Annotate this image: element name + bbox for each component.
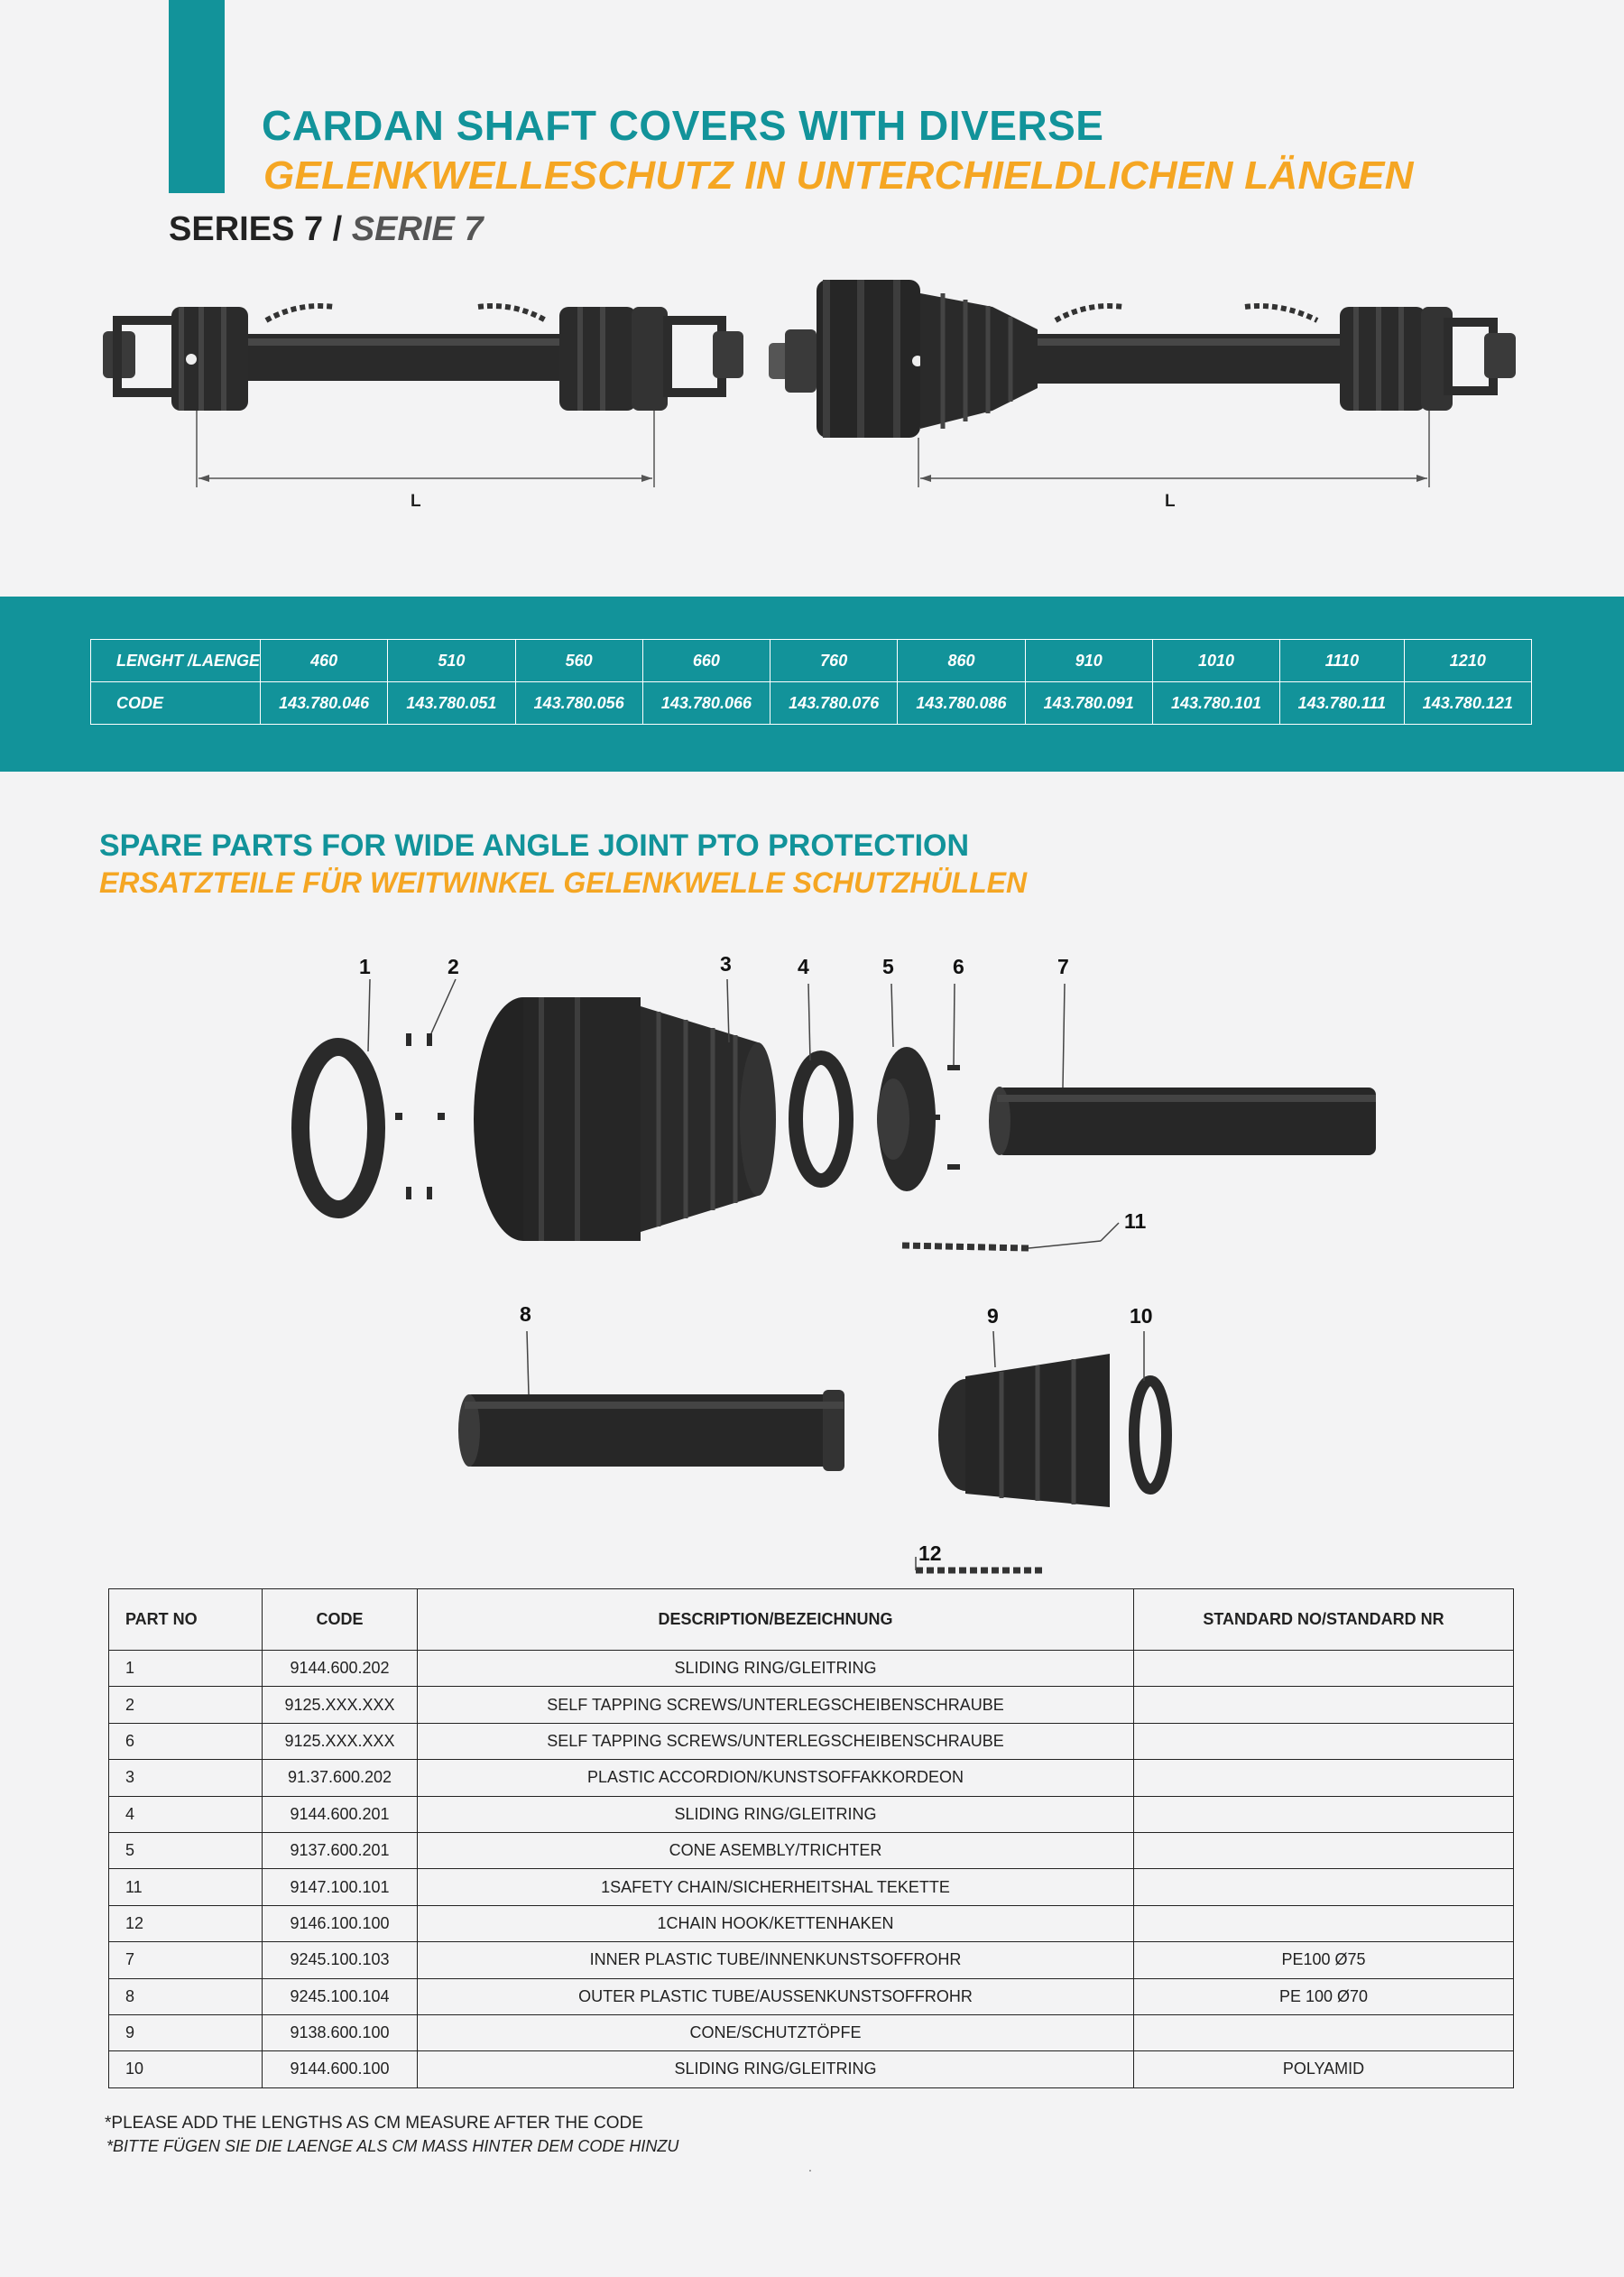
- page-title-german: GELENKWELLESCHUTZ IN UNTERCHIELDLICHEN LÄNGEN: [263, 153, 1414, 198]
- length-cell: 1010: [1152, 640, 1279, 682]
- part-no-cell: 8: [109, 1978, 263, 2014]
- length-row: [91, 640, 1532, 682]
- code-cell: 143.780.121: [1404, 682, 1531, 725]
- length-cell: 660: [642, 640, 770, 682]
- code-cell: 91.37.600.202: [263, 1760, 418, 1796]
- footnote: *PLEASE ADD THE LENGTHS AS CM MEASURE AFTER THE CODE: [105, 2114, 643, 2133]
- description-cell: SLIDING RING/GLEITRING: [418, 1651, 1134, 1687]
- part-4-sliding-ring: [796, 1058, 846, 1180]
- column-header-description: DESCRIPTION/BEZEICHNUNG: [418, 1589, 1134, 1651]
- length-cell: 560: [515, 640, 642, 682]
- length-cell: 1210: [1404, 640, 1531, 682]
- description-cell: CONE ASEMBLY/TRICHTER: [418, 1832, 1134, 1868]
- description-cell: 1SAFETY CHAIN/SICHERHEITSHAL TEKETTE: [418, 1869, 1134, 1905]
- code-cell: 143.780.056: [515, 682, 642, 725]
- part-no-cell: 3: [109, 1760, 263, 1796]
- wide-angle-shaft-drawing: [769, 280, 1516, 487]
- callout-4: 4: [798, 955, 809, 978]
- standard-cell: [1134, 1832, 1514, 1868]
- standard-cell: [1134, 1687, 1514, 1723]
- description-cell: CONE/SCHUTZTÖPFE: [418, 2014, 1134, 2050]
- table-row: [109, 1687, 1514, 1723]
- code-cell: 9144.600.202: [263, 1651, 418, 1687]
- table-row: [109, 1832, 1514, 1868]
- spare-parts-title: SPARE PARTS FOR WIDE ANGLE JOINT PTO PROTECTION: [99, 828, 970, 863]
- callout-6: 6: [953, 955, 964, 978]
- code-cell: 9147.100.101: [263, 1869, 418, 1905]
- table-row: [109, 1760, 1514, 1796]
- part-no-cell: 7: [109, 1942, 263, 1978]
- code-cell: 143.780.101: [1152, 682, 1279, 725]
- description-cell: SLIDING RING/GLEITRING: [418, 2051, 1134, 2087]
- standard-cell: [1134, 1723, 1514, 1759]
- code-row: [91, 682, 1532, 725]
- callout-2: 2: [448, 955, 459, 978]
- callout-5: 5: [882, 955, 894, 978]
- code-cell: 143.780.086: [898, 682, 1025, 725]
- description-cell: 1CHAIN HOOK/KETTENHAKEN: [418, 1905, 1134, 1941]
- standard-shaft-drawing: [103, 306, 743, 487]
- callout-1: 1: [359, 955, 371, 978]
- part-2-screws: [395, 1033, 445, 1199]
- code-cell: 9138.600.100: [263, 2014, 418, 2050]
- part-no-cell: 10: [109, 2051, 263, 2087]
- column-header-standard: STANDARD NO/STANDARD NR: [1134, 1589, 1514, 1651]
- series-label: SERIES 7 /: [169, 210, 343, 248]
- table-row: [109, 1905, 1514, 1941]
- description-cell: OUTER PLASTIC TUBE/AUSSENKUNSTSOFFROHR: [418, 1978, 1134, 2014]
- callout-9: 9: [987, 1304, 999, 1328]
- part-9-cone: [938, 1354, 1110, 1507]
- table-row: [109, 2014, 1514, 2050]
- spare-parts-title-german: ERSATZTEILE FÜR WEITWINKEL GELENKWELLE SCHUTZHÜLLEN: [99, 866, 1028, 899]
- length-row-label: LENGHT /LAENGE: [91, 640, 261, 682]
- spare-parts-table: [108, 1588, 1514, 2088]
- code-cell: 9125.XXX.XXX: [263, 1687, 418, 1723]
- description-cell: PLASTIC ACCORDION/KUNSTSOFFAKKORDEON: [418, 1760, 1134, 1796]
- part-7-inner-tube: [989, 1087, 1376, 1155]
- part-no-cell: 5: [109, 1832, 263, 1868]
- description-cell: SELF TAPPING SCREWS/UNTERLEGSCHEIBENSCHRAUBE: [418, 1687, 1134, 1723]
- page-title: CARDAN SHAFT COVERS WITH DIVERSE: [262, 102, 1104, 149]
- code-cell: 143.780.066: [642, 682, 770, 725]
- table-row: [109, 2051, 1514, 2087]
- part-no-cell: 9: [109, 2014, 263, 2050]
- code-cell: 143.780.111: [1280, 682, 1405, 725]
- part-no-cell: 11: [109, 1869, 263, 1905]
- table-row: [109, 1796, 1514, 1832]
- code-cell: 143.780.046: [261, 682, 388, 725]
- callout-10: 10: [1130, 1304, 1153, 1328]
- code-cell: 143.780.091: [1025, 682, 1152, 725]
- callout-8: 8: [520, 1302, 531, 1326]
- standard-cell: [1134, 1760, 1514, 1796]
- standard-cell: [1134, 1905, 1514, 1941]
- part-no-cell: 12: [109, 1905, 263, 1941]
- part-1-sliding-ring: [300, 1047, 376, 1209]
- exploded-parts-diagram: [271, 943, 1444, 1593]
- standard-cell: [1134, 2014, 1514, 2050]
- column-header-code: CODE: [263, 1589, 418, 1651]
- standard-cell: PE100 Ø75: [1134, 1942, 1514, 1978]
- description-cell: INNER PLASTIC TUBE/INNENKUNSTSOFFROHR: [418, 1942, 1134, 1978]
- part-no-cell: 4: [109, 1796, 263, 1832]
- part-10-sliding-ring: [1134, 1381, 1167, 1489]
- length-cell: 460: [261, 640, 388, 682]
- table-header-row: [109, 1589, 1514, 1651]
- length-cell: 860: [898, 640, 1025, 682]
- length-cell: 910: [1025, 640, 1152, 682]
- table-row: [109, 1651, 1514, 1687]
- part-no-cell: 1: [109, 1651, 263, 1687]
- code-cell: 9144.600.201: [263, 1796, 418, 1832]
- part-no-cell: 2: [109, 1687, 263, 1723]
- length-cell: 760: [770, 640, 898, 682]
- column-header-part-no: PART NO: [109, 1589, 263, 1651]
- length-cell: 1110: [1280, 640, 1405, 682]
- code-cell: 143.780.051: [388, 682, 515, 725]
- footer-dot: .: [808, 2160, 812, 2174]
- accent-bar: [169, 0, 225, 193]
- standard-cell: [1134, 1796, 1514, 1832]
- code-cell: 143.780.076: [770, 682, 898, 725]
- dimension-label-right: L: [1165, 492, 1176, 511]
- part-5-cone-assembly: [877, 1047, 936, 1191]
- code-cell: 9245.100.103: [263, 1942, 418, 1978]
- standard-cell: PE 100 Ø70: [1134, 1978, 1514, 2014]
- dimension-label-left: L: [411, 492, 421, 511]
- series-label-german: SERIE 7: [351, 210, 484, 248]
- part-8-outer-tube: [458, 1390, 844, 1471]
- description-cell: SLIDING RING/GLEITRING: [418, 1796, 1134, 1832]
- footnote-german: *BITTE FÜGEN SIE DIE LAENGE ALS CM MASS HINTER DEM CODE HINZU: [106, 2137, 679, 2155]
- part-no-cell: 6: [109, 1723, 263, 1759]
- length-code-table: [90, 639, 1532, 725]
- part-3-accordion: [474, 997, 776, 1241]
- table-row: [109, 1978, 1514, 2014]
- cardan-shaft-illustration: [90, 266, 1534, 528]
- code-cell: 9245.100.104: [263, 1978, 418, 2014]
- part-6-screws: [927, 1065, 960, 1170]
- length-cell: 510: [388, 640, 515, 682]
- code-cell: 9137.600.201: [263, 1832, 418, 1868]
- table-row: [109, 1869, 1514, 1905]
- code-cell: 9125.XXX.XXX: [263, 1723, 418, 1759]
- table-row: [109, 1723, 1514, 1759]
- callout-7: 7: [1057, 955, 1069, 978]
- standard-cell: [1134, 1651, 1514, 1687]
- code-cell: 9144.600.100: [263, 2051, 418, 2087]
- standard-cell: POLYAMID: [1134, 2051, 1514, 2087]
- callout-12: 12: [918, 1541, 942, 1565]
- description-cell: SELF TAPPING SCREWS/UNTERLEGSCHEIBENSCHRAUBE: [418, 1723, 1134, 1759]
- part-11-chain: [902, 1245, 1029, 1248]
- callout-3: 3: [720, 952, 732, 976]
- series-heading: [169, 210, 484, 249]
- code-cell: 9146.100.100: [263, 1905, 418, 1941]
- callout-11: 11: [1124, 1209, 1147, 1233]
- table-row: [109, 1942, 1514, 1978]
- standard-cell: [1134, 1869, 1514, 1905]
- code-row-label: CODE: [91, 682, 261, 725]
